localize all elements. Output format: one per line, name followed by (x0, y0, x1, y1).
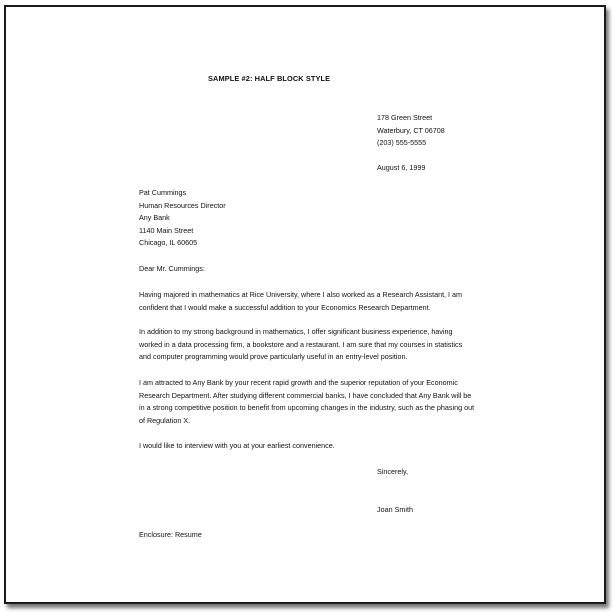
salutation: Dear Mr. Cummings: (139, 264, 205, 273)
letter-date: August 6, 1999 (377, 163, 426, 172)
enclosure-note: Enclosure: Resume (139, 530, 202, 539)
paragraph-line: Research Department. After studying different commercial banks, I have concluded that Any Bank will be (139, 390, 472, 400)
paragraph-line: confident that I would make a successful addition to your Economics Research Department. (139, 302, 431, 312)
recipient-street: 1140 Main Street (139, 225, 194, 235)
closing: Sincerely, (377, 467, 409, 476)
body-paragraph-3 (139, 377, 489, 427)
recipient-title: Human Resources Director (139, 200, 226, 210)
sender-address (377, 112, 445, 150)
paragraph-line: of Regulation X. (139, 415, 191, 425)
paragraph-line: in a strong competitive position to benefit from upcoming changes in the industry, such as the phasing out (139, 403, 475, 413)
sender-phone: (203) 555-5555 (377, 138, 427, 148)
recipient-name: Pat Cummings (139, 188, 187, 197)
body-paragraph-2 (139, 326, 489, 364)
paragraph-line: In addition to my strong background in mathematics, I offer significant business experience, having (139, 327, 453, 336)
paragraph-line: Having majored in mathematics at Rice University, where I also worked as a Research Assistant, I am (139, 290, 463, 299)
recipient-company: Any Bank (139, 213, 170, 223)
paragraph-line: I would like to interview with you at your earliest convenience. (139, 441, 335, 450)
paragraph-line: I am attracted to Any Bank by your recent rapid growth and the superior reputation of your Economic (139, 378, 458, 387)
sender-city: Waterbury, CT 06708 (377, 125, 445, 135)
body-paragraph-1 (139, 289, 489, 314)
recipient-address (139, 187, 226, 250)
body-paragraph-4 (139, 440, 489, 453)
recipient-city: Chicago, IL 60605 (139, 238, 198, 248)
document-title: SAMPLE #2: HALF BLOCK STYLE (208, 74, 331, 83)
signature-name: Joan Smith (377, 505, 413, 514)
paragraph-line: and computer programming would prove particularly useful in an entry-level position. (139, 352, 408, 362)
sender-street: 178 Green Street (377, 113, 433, 122)
paragraph-line: worked in a data processing firm, a bookstore and a restaurant. I am sure that my courses in statistics (139, 339, 463, 349)
